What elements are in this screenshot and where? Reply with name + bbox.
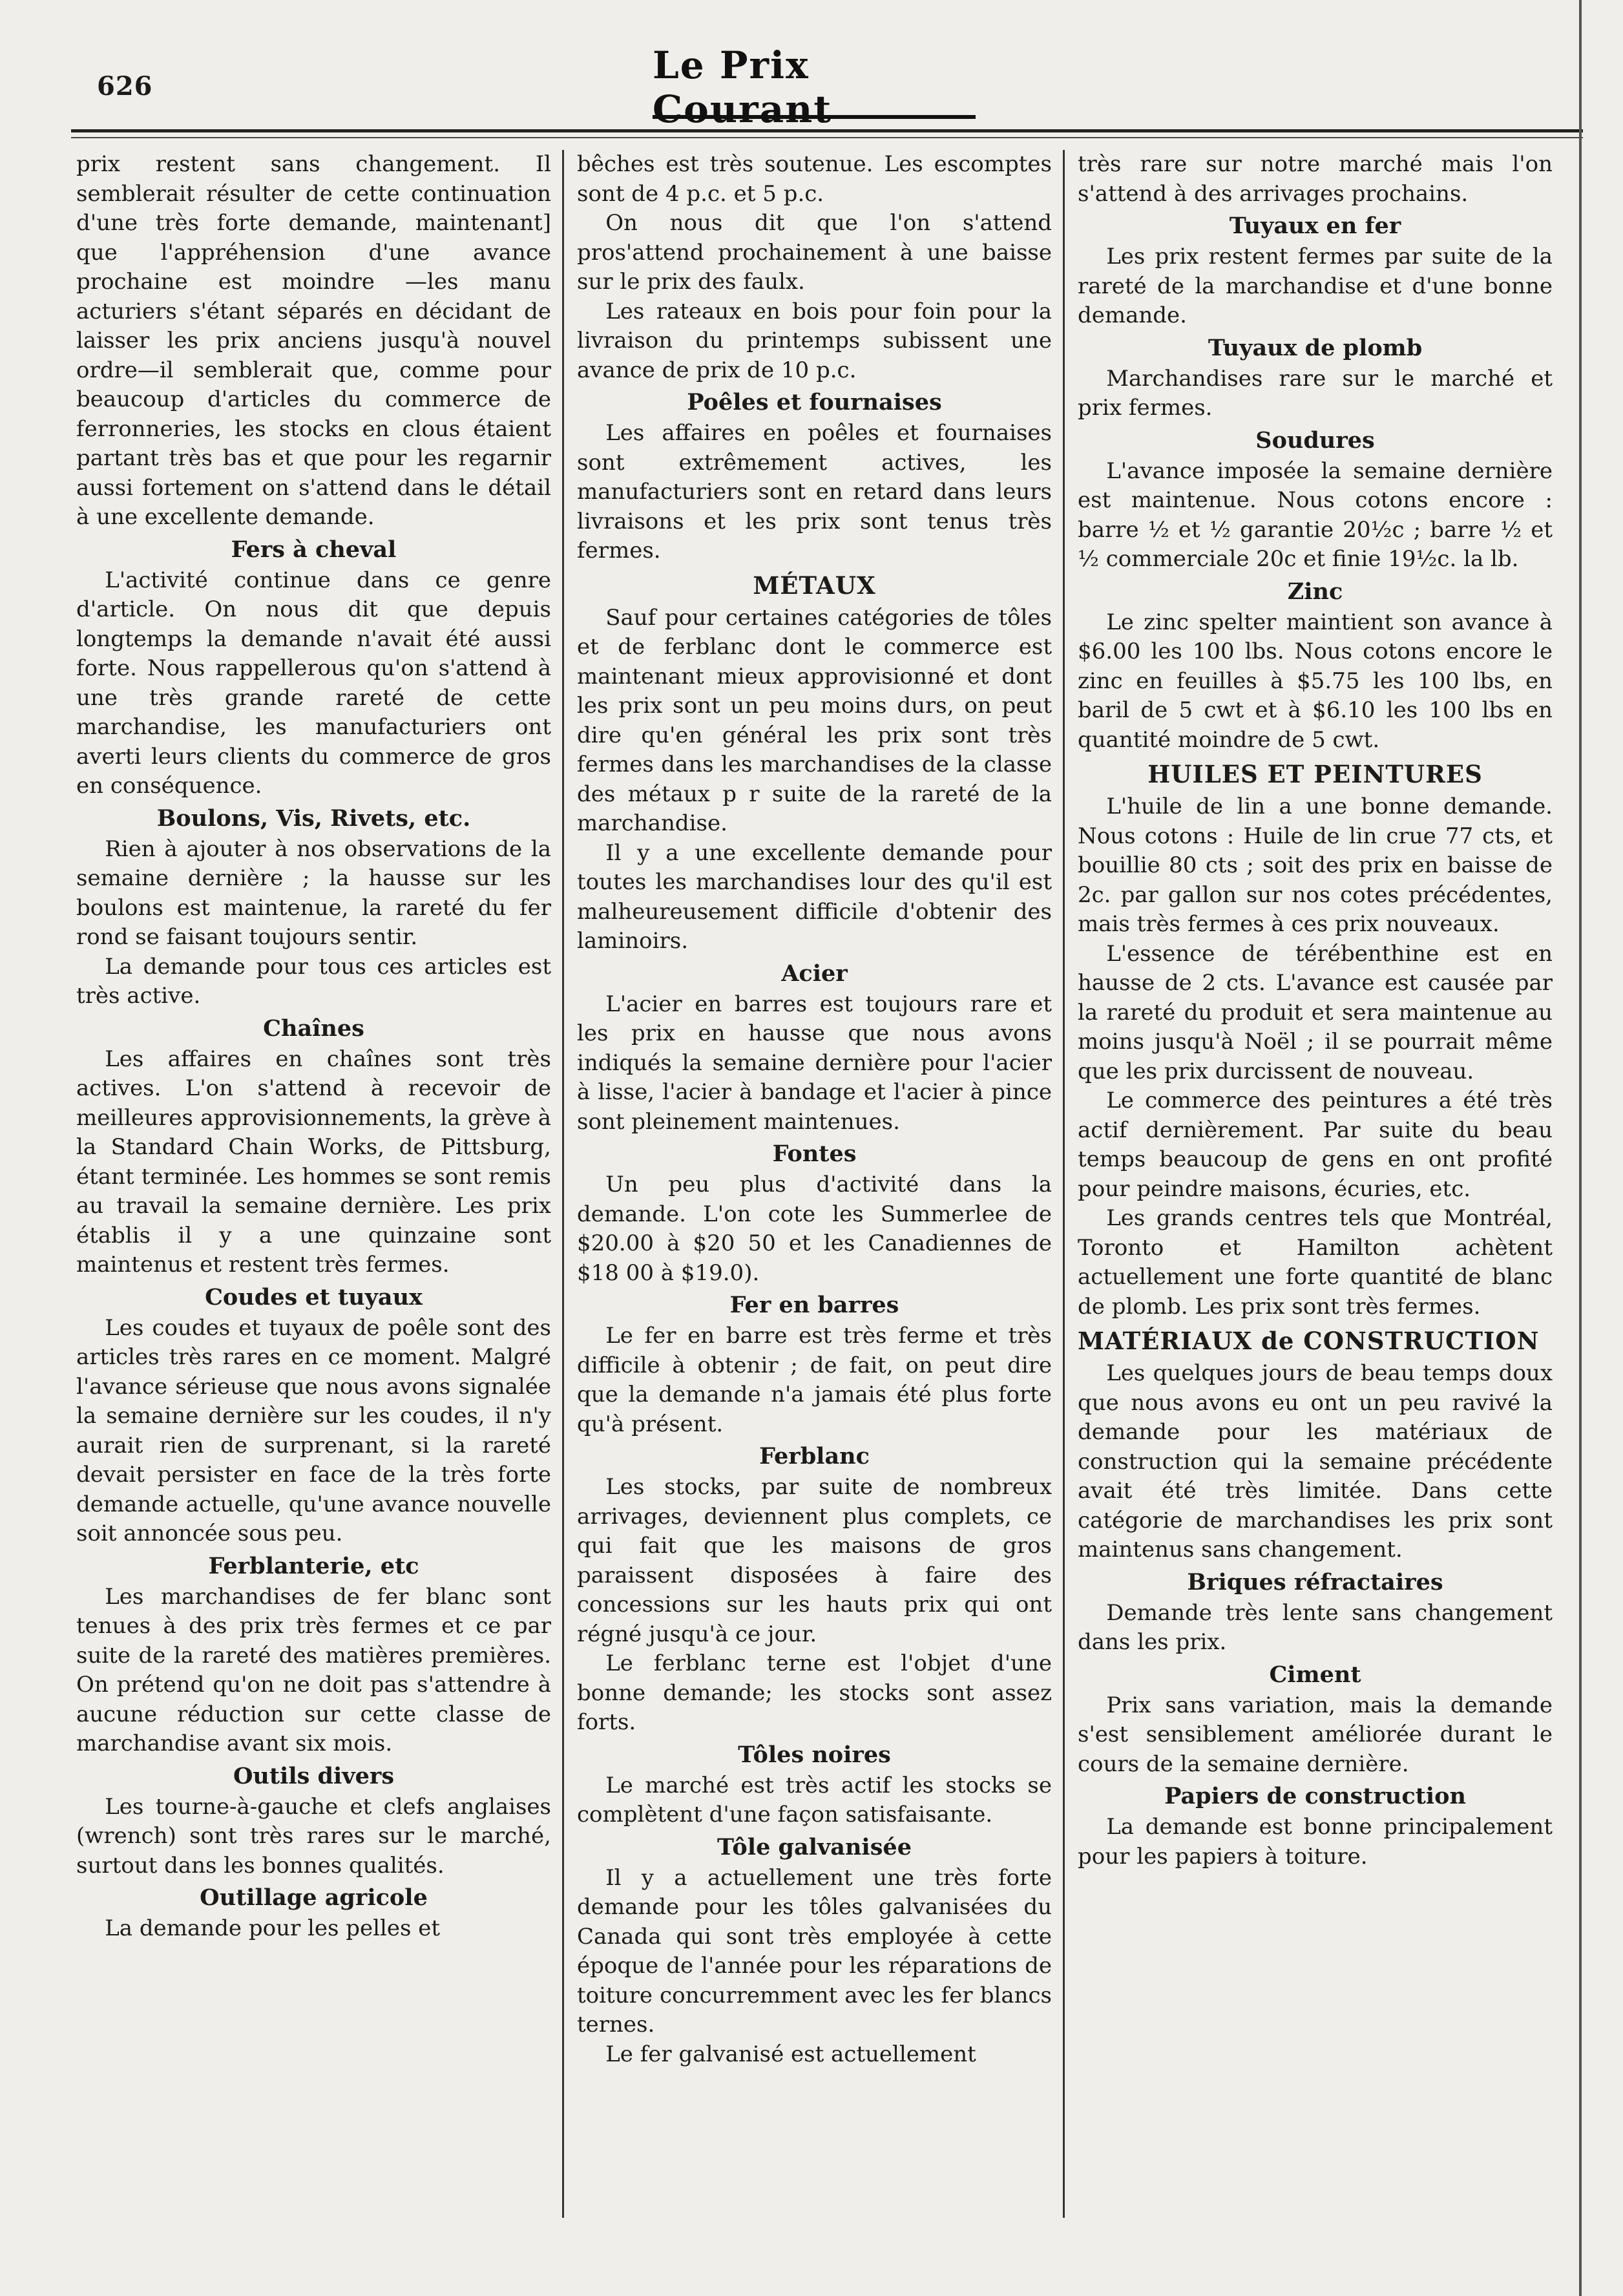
masthead-title: Le Prix Courant	[653, 59, 976, 119]
paragraph: On nous dit que l'on s'attend pros'attend prochainement à une baisse sur le prix des faulx.	[577, 210, 1052, 295]
paragraph: L'huile de lin a une bonne demande. Nous cotons : Huile de lin crue 77 cts, et bouillie 80 cts ; soit des prix en baisse de 2c. par gallon sur nos cotes précédentes, mais très fermes à ces prix nouveaux.	[1078, 794, 1553, 937]
section-heading-boulons: Boulons, Vis, Rivets, etc.	[156, 805, 471, 832]
paragraph: L'activité continue dans ce genre d'article. On nous dit que depuis longtemps la demande n'avait été aussi forte. Nous rappellerous qu'on s'attend à une très grande rareté de cette marchandise, les manufacturiers ont averti leurs clients du commerce de gros en conséquence.	[76, 567, 551, 799]
paragraph: bêches est très soutenue. Les escomptes sont de 4 p.c. et 5 p.c.	[577, 151, 1052, 207]
section-heading-tole-galvanisee: Tôle galvanisée	[717, 1833, 912, 1860]
section-heading-materiaux: MATÉRIAUX de CONSTRUCTION	[1078, 1327, 1540, 1355]
paragraph: L'essence de térébenthine est en hausse de 2 cts. L'avance est causée par la rareté du produit et sera maintenue au moins jusqu'à Noël ; il se pourrait même que les prix durcissent de nouveau.	[1078, 940, 1553, 1084]
paragraph: Le fer en barre est très ferme et très difficile à obtenir ; de fait, on peut dire que la demande n'a jamais été plus forte qu'à présent.	[577, 1323, 1052, 1437]
paragraph: Prix sans variation, mais la demande s'est sensiblement améliorée durant le cours de la semaine dernière.	[1078, 1692, 1553, 1777]
paragraph: La demande pour les pelles et	[105, 1915, 441, 1941]
column-divider-1	[562, 150, 564, 2218]
paragraph: Les tourne-à-gauche et clefs anglaises (wrench) sont très rares sur le marché, surtout dans les bonnes qualités.	[76, 1793, 551, 1879]
paragraph: Un peu plus d'activité dans la demande. L'on cote les Summerlee de $20.00 à $20 50 et les Canadiennes de $18 00 à $19.0).	[577, 1172, 1052, 1286]
paragraph: Le ferblanc terne est l'objet d'une bonne demande; les stocks sont assez forts.	[577, 1650, 1052, 1735]
section-heading-outils: Outils divers	[233, 1762, 395, 1789]
paragraph: Les grands centres tels que Montréal, Toronto et Hamilton achètent actuellement une forte quantité de blanc de plomb. Les prix sont très fermes.	[1078, 1205, 1553, 1320]
section-heading-fer-en-barres: Fer en barres	[729, 1292, 899, 1318]
paragraph: Il y a une excellente demande pour toutes les marchandises lour des qu'il est malheureusement difficile d'obtenir des laminoirs.	[577, 839, 1052, 954]
section-heading-papiers: Papiers de construction	[1164, 1783, 1466, 1809]
paragraph: Le fer galvanisé est actuellement	[605, 2041, 976, 2067]
paragraph: L'acier en barres est toujours rare et les prix en hausse que nous avons indiqués la semaine dernière pour l'acier à lisse, l'acier à bandage et l'acier à pince sont pleinement maintenues.	[577, 991, 1052, 1135]
paragraph: Demande très lente sans changement dans les prix.	[1078, 1599, 1553, 1655]
paragraph: Sauf pour certaines catégories de tôles et de ferblanc dont le commerce est maintenant mieux approvisionné et dont les prix sont un peu moins durs, on peut dire qu'en général les prix sont très fermes dans les marchandises de la classe des métaux p r suite de la rareté de la marchandise.	[577, 604, 1052, 836]
section-heading-zinc: Zinc	[1287, 578, 1343, 605]
column-2	[577, 150, 1052, 2218]
paragraph: Les quelques jours de beau temps doux que nous avons eu ont un peu ravivé la demande pour les matériaux de construction qui la semaine précédente avait été très limitée. Dans cette catégorie de marchandises les prix sont maintenus sans changement.	[1078, 1360, 1553, 1563]
section-heading-outillage: Outillage agricole	[200, 1884, 428, 1911]
paragraph: Les stocks, par suite de nombreux arrivages, deviennent plus complets, ce qui fait que les maisons de gros paraissent disposées à faire des concessions sur les hauts prix qui ont régné jusqu'à ce jour.	[577, 1474, 1052, 1647]
column-1	[76, 150, 551, 2218]
paragraph: L'avance imposée la semaine dernière est maintenue. Nous cotons encore : barre ½ et ½ garantie 20½c ; barre ½ et ½ commerciale 20c et finie 19½c. la lb.	[1078, 458, 1553, 572]
paragraph: Les affaires en poêles et fournaises sont extrêmement actives, les manufacturiers sont en retard dans leurs livraisons et les prix sont tenus très fermes.	[577, 420, 1052, 563]
paragraph: La demande pour tous ces articles est très active.	[76, 953, 551, 1009]
section-heading-tuyaux-de-plomb: Tuyaux de plomb	[1208, 334, 1423, 361]
section-heading-ferblanterie: Ferblanterie, etc	[208, 1552, 419, 1579]
section-heading-coudes: Coudes et tuyaux	[205, 1283, 423, 1311]
section-heading-huiles-et-peintures: HUILES ET PEINTURES	[1147, 760, 1483, 788]
paragraph: La demande est bonne principalement pour les papiers à toiture.	[1078, 1814, 1553, 1869]
section-heading-fontes: Fontes	[772, 1141, 857, 1167]
paragraph: Marchandises rare sur le marché et prix fermes.	[1078, 365, 1553, 421]
paragraph: Les rateaux en bois pour foin pour la livraison du printemps subissent une avance de prix de 10 p.c.	[577, 298, 1052, 383]
column-3	[1078, 150, 1553, 2218]
section-heading-ferblanc: Ferblanc	[759, 1443, 870, 1469]
page-edge-line	[1579, 0, 1582, 2296]
paragraph: Les coudes et tuyaux de poêle sont des articles très rares en ce moment. Malgré l'avance sérieuse que nous avons signalée la semaine dernière sur les coudes, il n'y aurait rien de surprenant, si la rareté devait persister en face de la très forte demande actuelle, qu'une avance nouvelle soit annoncée sous peu.	[76, 1314, 551, 1546]
section-heading-tuyaux-en-fer: Tuyaux en fer	[1229, 213, 1401, 239]
paragraph: Les prix restent fermes par suite de la rareté de la marchandise et d'une bonne demande.	[1078, 244, 1553, 328]
section-heading-acier: Acier	[781, 960, 848, 987]
paragraph: Les affaires en chaînes sont très actives. L'on s'attend à recevoir de meilleures approvisionnements, la grève à la Standard Chain Works, de Pittsburg, étant terminée. Les hommes se sont remis au travail la semaine dernière. Les prix établis il y a une quinzaine sont maintenus et restent très fermes.	[76, 1046, 551, 1278]
paragraph: prix restent sans changement. Il semblerait résulter de cette continuation d'une très forte demande, maintenant] que l'appréhension d'une avance prochaine est moindre —les manu acturiers s'étant séparés en décidant de laisser les prix anciens jusqu'à nouvel ordre—il semblerait que, comme pour beaucoup d'articles du commerce de ferronneries, les stocks en clous étaient partant très bas et que pour les regarnir aussi fortement on s'attend dans le détail à une excellente demande.	[76, 151, 551, 530]
section-heading-metaux: MÉTAUX	[753, 571, 876, 600]
paragraph: Les marchandises de fer blanc sont tenues à des prix très fermes et ce par suite de la rareté des matières premières. On prétend qu'on ne doit pas s'attendre à aucune réduction sur cette classe de marchandise avant six mois.	[76, 1583, 551, 1756]
section-heading-ciment: Ciment	[1269, 1661, 1361, 1688]
section-heading-toles-noires: Tôles noires	[738, 1741, 891, 1768]
section-heading-soudures: Soudures	[1255, 427, 1375, 454]
section-heading-chaines: Chaînes	[263, 1015, 364, 1042]
paragraph: Rien à ajouter à nos observations de la semaine dernière ; la hausse sur les boulons est maintenue, la rareté du fer rond se faisant toujours sentir.	[76, 836, 551, 950]
page-number: 626	[97, 71, 153, 101]
paragraph: Le commerce des peintures a été très actif dernièrement. Par suite du beau temps beaucoup de gens en ont profité pour peindre maisons, écuries, etc.	[1078, 1088, 1553, 1202]
paragraph: Il y a actuellement une très forte demande pour les tôles galvanisées du Canada qui sont très employée à cette époque de l'année pour les réparations de toiture concurremment avec les fer blancs ternes.	[577, 1864, 1052, 2038]
paragraph: Le marché est très actif les stocks se complètent d'une façon satisfaisante.	[577, 1772, 1052, 1827]
column-divider-2	[1063, 150, 1065, 2218]
section-heading-poeles: Poêles et fournaises	[687, 389, 942, 416]
section-heading-fers-a-cheval: Fers à cheval	[231, 536, 397, 563]
section-heading-briques: Briques réfractaires	[1187, 1568, 1443, 1596]
header-rule	[71, 129, 1583, 132]
header-rule-thin	[71, 137, 1583, 138]
paragraph: Le zinc spelter maintient son avance à $6.00 les 100 lbs. Nous cotons encore le zinc en feuilles à $5.75 les 100 lbs, en baril de 5 cwt et à $6.10 les 100 lbs en quantité moindre de 5 cwt.	[1078, 609, 1553, 753]
paragraph: très rare sur notre marché mais l'on s'attend à des arrivages prochains.	[1078, 151, 1553, 207]
